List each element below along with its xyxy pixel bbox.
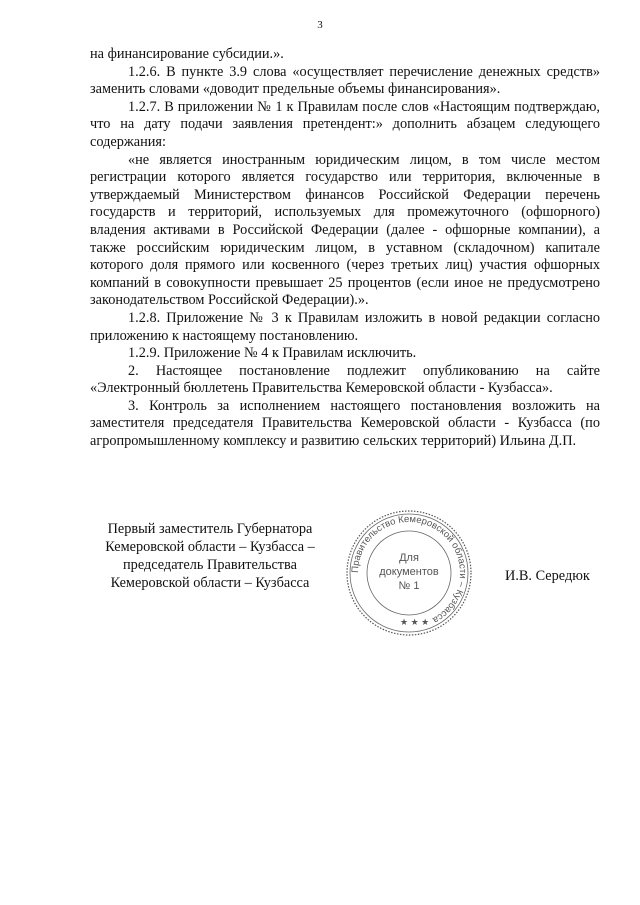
signatory-position-line: Кемеровской области – Кузбасса (110, 575, 310, 591)
paragraph-1-2-7: 1.2.7. В приложении № 1 к Правилам после слов «Настоящим подтверждаю, что на дату подачи заявления претендент:» дополнить абзацем следующего содержания: (90, 98, 600, 150)
paragraph-1-2-6: 1.2.6. В пункте 3.9 слова «осуществляет перечисление денежных средств» заменить словами «доводит предельные объемы финансирования». (90, 63, 600, 98)
paragraph-quoted-insert: «не является иностранным юридическим лицом, в том числе местом регистрации которого является государство или территория, включенные в утверждаемый Министерством финансов Российской Федерации перечень государств и территорий, используемых для промежуточного (офшорного) владения активами в Российской Федерации (далее - офшорные компании), а также российским юридическим лицом, в уставном (складочном) капитале которого доля прямого или косвенного (через третьих лиц) участия офшорных компаний в совокупности превышает 25 процентов (если иное не предусмотрено законодательством Российской Федерации).». (90, 151, 600, 309)
star-icon: ★ ★ ★ (400, 617, 430, 627)
signatory-position (80, 520, 340, 592)
paragraph-1-2-9: 1.2.9. Приложение № 4 к Правилам исключить. (128, 345, 417, 362)
paragraph-3-control: 3. Контроль за исполнением настоящего постановления возложить на заместителя председателя Правительства Кемеровской области - Кузбасса (по агропромышленному комплексу и развитию сельских территорий) Ильина Д.П. (90, 397, 600, 450)
page-number: 3 (317, 19, 323, 31)
stamp-center-line: Для (399, 552, 419, 564)
paragraph-1-2-8: 1.2.8. Приложение № 3 к Правилам изложить в новой редакции согласно приложению к настоящему постановлению. (90, 309, 600, 344)
paragraph-2-publication: 2. Настоящее постановление подлежит опубликованию на сайте «Электронный бюллетень Правительства Кемеровской области - Кузбасса». (90, 362, 600, 397)
paragraph-continuation: на финансирование субсидии.». (90, 46, 284, 62)
stamp-center-line: документов (379, 566, 439, 578)
stamp-center-line: № 1 (398, 580, 420, 592)
signatory-position-line: председатель Правительства (123, 557, 297, 573)
document-body (90, 46, 600, 451)
official-stamp (344, 508, 474, 638)
signatory-position-line: Первый заместитель Губернатора (107, 521, 313, 537)
signatory-name: И.В. Середюк (505, 568, 590, 584)
stamp-ring-text: Правительство Кемеровской области – Кузбасса (349, 513, 469, 626)
signatory-position-line: Кемеровской области – Кузбасса – (105, 539, 315, 555)
